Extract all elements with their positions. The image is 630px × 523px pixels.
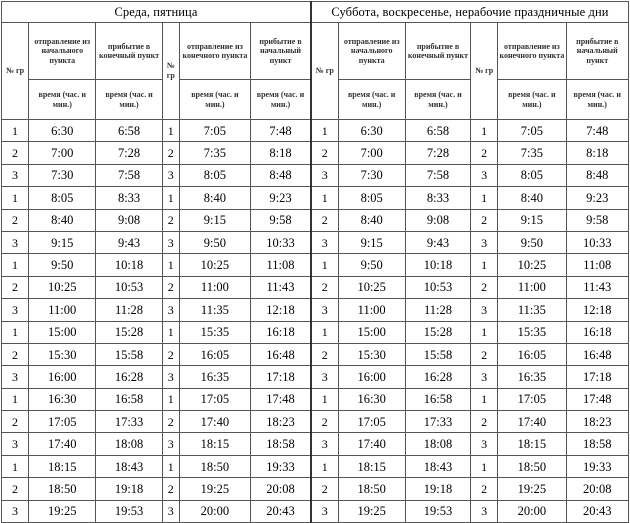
time-cell: 20:00 [498, 500, 566, 522]
time-cell: 15:35 [179, 321, 250, 343]
group-number-cell: 2 [2, 478, 29, 500]
group-number-header: № гр [471, 23, 498, 120]
departure-final-header: отправление из конечного пункта [179, 23, 250, 80]
time-cell: 15:58 [405, 343, 470, 365]
arrival-start-header: прибытие в начальный пункт [251, 23, 311, 80]
time-cell: 16:48 [251, 343, 311, 365]
group-number-cell: 3 [471, 299, 498, 321]
time-cell: 16:30 [338, 388, 405, 410]
time-cell: 10:33 [566, 231, 628, 253]
departure-final-header: отправление из конечного пункта [498, 23, 566, 80]
time-cell: 7:35 [179, 142, 250, 164]
departure-start-header: отправление из начального пункта [29, 23, 96, 80]
group-number-cell: 1 [2, 120, 29, 142]
time-cell: 19:25 [29, 500, 96, 522]
group-number-cell: 3 [311, 231, 338, 253]
time-cell: 16:18 [566, 321, 628, 343]
time-cell: 18:15 [498, 433, 566, 455]
time-cell: 15:28 [96, 321, 162, 343]
time-cell: 8:18 [566, 142, 628, 164]
time-cell: 6:30 [29, 120, 96, 142]
group-number-cell: 1 [311, 321, 338, 343]
time-unit-header: время (час. и мин.) [338, 80, 405, 120]
group-number-cell: 2 [471, 142, 498, 164]
group-number-header: № гр [2, 23, 29, 120]
time-cell: 17:48 [566, 388, 628, 410]
group-number-cell: 2 [311, 142, 338, 164]
time-cell: 9:50 [338, 254, 405, 276]
time-cell: 9:58 [251, 209, 311, 231]
group-number-cell: 1 [162, 187, 179, 209]
group-number-cell: 2 [311, 209, 338, 231]
time-cell: 15:00 [338, 321, 405, 343]
time-cell: 9:15 [338, 231, 405, 253]
group-number-cell: 3 [162, 299, 179, 321]
group-number-cell: 2 [471, 343, 498, 365]
arrival-start-header: прибытие в начальный пункт [566, 23, 628, 80]
time-unit-header: время (час. и мин.) [498, 80, 566, 120]
time-cell: 7:48 [251, 120, 311, 142]
time-cell: 10:53 [405, 276, 470, 298]
time-cell: 18:15 [29, 455, 96, 477]
time-cell: 16:35 [179, 366, 250, 388]
group-number-cell: 3 [311, 164, 338, 186]
schedule-body [2, 120, 629, 523]
time-cell: 7:58 [405, 164, 470, 186]
time-unit-header: время (час. и мин.) [96, 80, 162, 120]
group-number-cell: 3 [2, 433, 29, 455]
group-number-cell: 1 [471, 187, 498, 209]
time-cell: 18:50 [498, 455, 566, 477]
time-cell: 17:40 [29, 433, 96, 455]
time-cell: 19:25 [179, 478, 250, 500]
time-cell: 19:33 [566, 455, 628, 477]
group-number-cell: 1 [2, 187, 29, 209]
time-cell: 15:30 [29, 343, 96, 365]
group-number-cell: 1 [311, 455, 338, 477]
time-cell: 11:00 [179, 276, 250, 298]
table-row [2, 299, 629, 321]
time-cell: 17:48 [251, 388, 311, 410]
group-number-cell: 2 [471, 276, 498, 298]
time-cell: 20:08 [566, 478, 628, 500]
time-cell: 19:53 [96, 500, 162, 522]
time-cell: 11:43 [566, 276, 628, 298]
time-cell: 6:58 [96, 120, 162, 142]
time-cell: 12:18 [566, 299, 628, 321]
time-cell: 17:05 [179, 388, 250, 410]
group-number-cell: 2 [162, 209, 179, 231]
group-number-cell: 3 [311, 433, 338, 455]
group-number-cell: 1 [471, 120, 498, 142]
group-number-cell: 3 [162, 231, 179, 253]
time-cell: 8:33 [405, 187, 470, 209]
group-number-cell: 2 [2, 209, 29, 231]
time-cell: 9:50 [498, 231, 566, 253]
time-cell: 16:05 [498, 343, 566, 365]
group-number-cell: 3 [471, 433, 498, 455]
group-number-cell: 3 [471, 164, 498, 186]
time-cell: 7:05 [179, 120, 250, 142]
time-cell: 17:33 [405, 411, 470, 433]
time-cell: 17:05 [338, 411, 405, 433]
group-number-cell: 3 [162, 164, 179, 186]
time-cell: 20:08 [251, 478, 311, 500]
group-number-cell: 1 [2, 321, 29, 343]
time-cell: 16:00 [29, 366, 96, 388]
time-cell: 6:58 [405, 120, 470, 142]
table-row [2, 366, 629, 388]
arrival-final-header: прибытие в конечный пункт [96, 23, 162, 80]
time-cell: 17:40 [338, 433, 405, 455]
group-number-cell: 2 [162, 478, 179, 500]
time-cell: 16:28 [405, 366, 470, 388]
table-row [2, 321, 629, 343]
time-cell: 16:48 [566, 343, 628, 365]
time-cell: 11:00 [498, 276, 566, 298]
time-cell: 20:00 [179, 500, 250, 522]
time-unit-header: время (час. и мин.) [251, 80, 311, 120]
time-cell: 9:50 [179, 231, 250, 253]
group-number-cell: 1 [311, 187, 338, 209]
time-cell: 8:05 [29, 187, 96, 209]
group-number-cell: 1 [471, 388, 498, 410]
group-number-cell: 3 [2, 366, 29, 388]
time-cell: 7:58 [96, 164, 162, 186]
time-cell: 15:28 [405, 321, 470, 343]
time-cell: 15:58 [96, 343, 162, 365]
time-cell: 19:33 [251, 455, 311, 477]
group-number-cell: 2 [2, 343, 29, 365]
group-number-cell: 3 [2, 500, 29, 522]
table-row [2, 187, 629, 209]
time-cell: 10:25 [29, 276, 96, 298]
group-number-cell: 2 [2, 142, 29, 164]
time-unit-header: время (час. и мин.) [29, 80, 96, 120]
time-cell: 19:53 [405, 500, 470, 522]
time-cell: 7:48 [566, 120, 628, 142]
time-cell: 18:15 [179, 433, 250, 455]
table-row [2, 411, 629, 433]
group-number-cell: 3 [162, 366, 179, 388]
time-cell: 9:08 [405, 209, 470, 231]
time-cell: 20:43 [566, 500, 628, 522]
group-number-cell: 2 [471, 411, 498, 433]
time-cell: 17:05 [29, 411, 96, 433]
time-cell: 8:18 [251, 142, 311, 164]
group-number-cell: 1 [2, 455, 29, 477]
group-number-cell: 2 [2, 411, 29, 433]
table-row [2, 478, 629, 500]
group-number-cell: 2 [311, 343, 338, 365]
time-cell: 9:43 [405, 231, 470, 253]
time-cell: 9:43 [96, 231, 162, 253]
group-number-cell: 3 [471, 500, 498, 522]
group-number-cell: 3 [2, 231, 29, 253]
group-number-cell: 3 [162, 500, 179, 522]
time-cell: 7:35 [498, 142, 566, 164]
time-cell: 10:18 [405, 254, 470, 276]
time-cell: 8:48 [566, 164, 628, 186]
group-number-cell: 2 [311, 478, 338, 500]
arrival-final-header: прибытие в конечный пункт [405, 23, 470, 80]
table-row [2, 500, 629, 522]
group-number-cell: 2 [162, 411, 179, 433]
time-unit-header: время (час. и мин.) [405, 80, 470, 120]
group-number-header: № гр [311, 23, 338, 120]
time-unit-header: время (час. и мин.) [566, 80, 628, 120]
time-cell: 7:30 [338, 164, 405, 186]
weekend-section-title: Суббота, воскресенье, нерабочие праздничные дни [311, 2, 629, 23]
group-number-cell: 1 [471, 321, 498, 343]
time-cell: 17:18 [251, 366, 311, 388]
group-number-cell: 3 [471, 366, 498, 388]
table-row [2, 276, 629, 298]
time-cell: 9:50 [29, 254, 96, 276]
group-number-cell: 3 [162, 433, 179, 455]
group-number-cell: 1 [471, 455, 498, 477]
table-row [2, 455, 629, 477]
time-cell: 8:40 [498, 187, 566, 209]
time-cell: 20:43 [251, 500, 311, 522]
schedule-table [1, 1, 629, 523]
group-number-cell: 3 [2, 164, 29, 186]
time-cell: 16:28 [96, 366, 162, 388]
table-row [2, 254, 629, 276]
group-number-header: № гр [162, 23, 179, 120]
group-number-cell: 3 [2, 299, 29, 321]
time-cell: 8:40 [29, 209, 96, 231]
group-number-cell: 3 [311, 299, 338, 321]
time-cell: 11:00 [338, 299, 405, 321]
time-cell: 17:05 [498, 388, 566, 410]
time-cell: 11:43 [251, 276, 311, 298]
time-cell: 11:08 [251, 254, 311, 276]
time-cell: 15:30 [338, 343, 405, 365]
time-cell: 18:23 [251, 411, 311, 433]
time-cell: 17:40 [498, 411, 566, 433]
time-cell: 18:15 [338, 455, 405, 477]
time-cell: 18:08 [96, 433, 162, 455]
time-cell: 9:23 [566, 187, 628, 209]
group-number-cell: 1 [311, 388, 338, 410]
table-row [2, 231, 629, 253]
time-cell: 17:18 [566, 366, 628, 388]
group-number-cell: 1 [162, 321, 179, 343]
weekday-section-title: Среда, пятница [2, 2, 311, 23]
time-cell: 8:48 [251, 164, 311, 186]
time-cell: 7:00 [338, 142, 405, 164]
group-number-cell: 1 [311, 254, 338, 276]
time-cell: 18:43 [405, 455, 470, 477]
group-number-cell: 3 [311, 366, 338, 388]
time-cell: 8:05 [338, 187, 405, 209]
group-number-cell: 2 [162, 343, 179, 365]
time-cell: 7:28 [96, 142, 162, 164]
time-cell: 19:18 [405, 478, 470, 500]
group-number-cell: 2 [162, 276, 179, 298]
time-cell: 8:05 [498, 164, 566, 186]
time-cell: 9:08 [96, 209, 162, 231]
time-cell: 18:08 [405, 433, 470, 455]
time-cell: 18:58 [566, 433, 628, 455]
time-cell: 18:50 [338, 478, 405, 500]
time-cell: 8:40 [179, 187, 250, 209]
time-cell: 7:30 [29, 164, 96, 186]
time-cell: 9:15 [179, 209, 250, 231]
group-number-cell: 2 [471, 209, 498, 231]
time-cell: 9:15 [498, 209, 566, 231]
time-cell: 9:15 [29, 231, 96, 253]
time-cell: 10:25 [498, 254, 566, 276]
time-cell: 16:58 [96, 388, 162, 410]
group-number-cell: 1 [162, 254, 179, 276]
time-cell: 16:35 [498, 366, 566, 388]
group-number-cell: 1 [2, 254, 29, 276]
time-cell: 18:50 [29, 478, 96, 500]
time-cell: 16:58 [405, 388, 470, 410]
time-cell: 11:00 [29, 299, 96, 321]
time-cell: 10:18 [96, 254, 162, 276]
time-cell: 9:23 [251, 187, 311, 209]
time-cell: 6:30 [338, 120, 405, 142]
time-cell: 8:05 [179, 164, 250, 186]
group-number-cell: 2 [2, 276, 29, 298]
time-cell: 11:35 [179, 299, 250, 321]
time-cell: 19:25 [338, 500, 405, 522]
group-number-cell: 1 [311, 120, 338, 142]
time-cell: 15:35 [498, 321, 566, 343]
group-number-cell: 2 [311, 276, 338, 298]
table-row [2, 388, 629, 410]
time-cell: 18:43 [96, 455, 162, 477]
time-cell: 16:18 [251, 321, 311, 343]
table-row [2, 209, 629, 231]
time-cell: 16:00 [338, 366, 405, 388]
table-row [2, 142, 629, 164]
time-cell: 19:25 [498, 478, 566, 500]
time-cell: 7:05 [498, 120, 566, 142]
time-cell: 18:58 [251, 433, 311, 455]
group-number-cell: 2 [311, 411, 338, 433]
time-cell: 12:18 [251, 299, 311, 321]
group-number-cell: 3 [311, 500, 338, 522]
group-number-cell: 2 [162, 142, 179, 164]
table-row [2, 164, 629, 186]
time-cell: 15:00 [29, 321, 96, 343]
table-row [2, 343, 629, 365]
time-cell: 10:53 [96, 276, 162, 298]
time-cell: 9:58 [566, 209, 628, 231]
time-cell: 18:23 [566, 411, 628, 433]
table-row [2, 120, 629, 142]
time-cell: 17:33 [96, 411, 162, 433]
time-cell: 11:28 [405, 299, 470, 321]
time-cell: 11:28 [96, 299, 162, 321]
time-cell: 11:35 [498, 299, 566, 321]
time-cell: 10:25 [338, 276, 405, 298]
time-cell: 19:18 [96, 478, 162, 500]
group-number-cell: 3 [471, 231, 498, 253]
time-cell: 11:08 [566, 254, 628, 276]
group-number-cell: 1 [162, 388, 179, 410]
time-cell: 7:28 [405, 142, 470, 164]
time-cell: 8:40 [338, 209, 405, 231]
table-row [2, 433, 629, 455]
group-number-cell: 1 [162, 120, 179, 142]
time-cell: 17:40 [179, 411, 250, 433]
time-unit-header: время (час. и мин.) [179, 80, 250, 120]
time-cell: 18:50 [179, 455, 250, 477]
time-cell: 8:33 [96, 187, 162, 209]
group-number-cell: 1 [162, 455, 179, 477]
group-number-cell: 2 [471, 478, 498, 500]
time-cell: 16:05 [179, 343, 250, 365]
departure-start-header: отправление из начального пункта [338, 23, 405, 80]
group-number-cell: 1 [2, 388, 29, 410]
time-cell: 7:00 [29, 142, 96, 164]
group-number-cell: 1 [471, 254, 498, 276]
time-cell: 10:33 [251, 231, 311, 253]
time-cell: 10:25 [179, 254, 250, 276]
time-cell: 16:30 [29, 388, 96, 410]
